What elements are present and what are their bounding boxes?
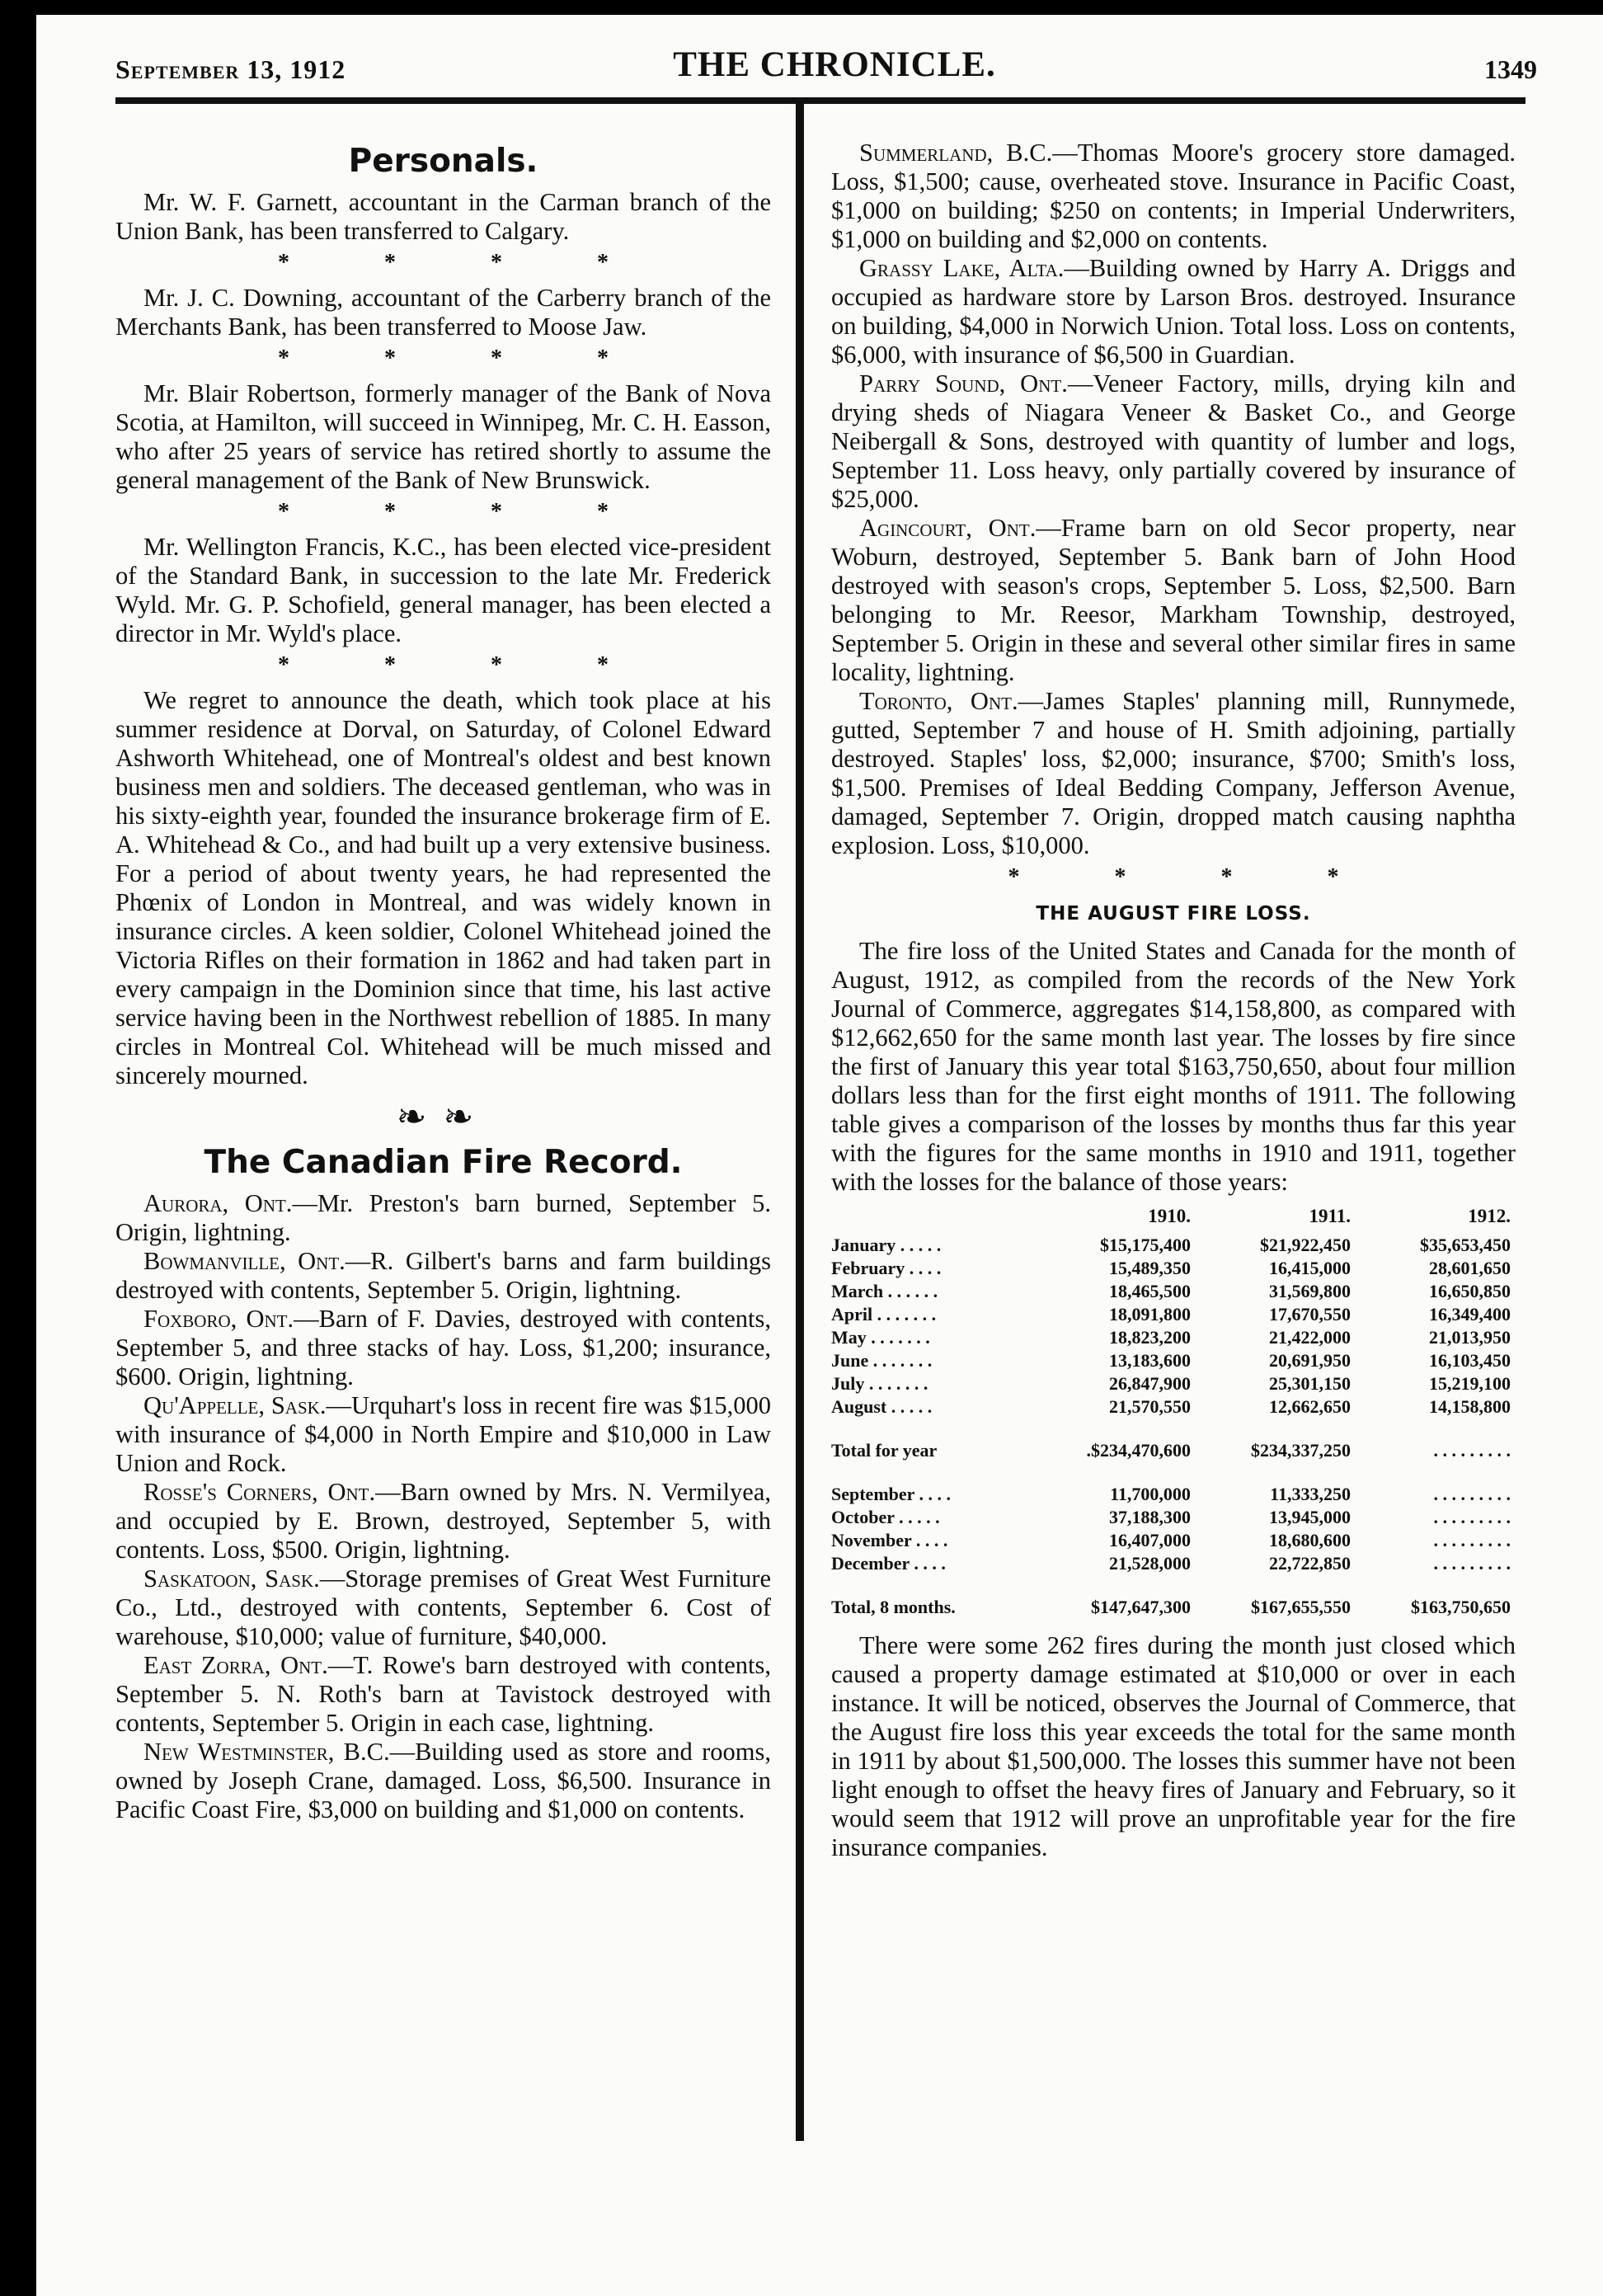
- fire-entry-text: —Building used as store and rooms, owned by Joseph Crane, damaged. Loss, $6,500. Insurance in Pacific Coast Fire, $3,000 on building and $1,000 on contents.: [115, 1738, 771, 1823]
- fire-entry-place: Saskatoon, Sask.: [143, 1564, 320, 1593]
- leaf-ornament-icon: ❧❧: [396, 1097, 491, 1137]
- table-spacer: [831, 1419, 1516, 1437]
- table-cell: $15,175,400: [1099, 1235, 1191, 1255]
- table-total-row: [831, 1593, 1516, 1621]
- august-loss-heading: THE AUGUST FIRE LOSS.: [1036, 903, 1311, 925]
- table-cell: 18,823,200: [1108, 1327, 1191, 1348]
- table-total-row: [831, 1437, 1516, 1465]
- fire-entry-place: Agincourt, Ont.: [859, 514, 1037, 542]
- fire-entry: [115, 1564, 771, 1651]
- fire-entry-place: Foxboro, Ont.: [143, 1305, 294, 1333]
- running-header: [115, 40, 1554, 89]
- fire-entry-place: Rosse's Corners, Ont.: [143, 1478, 376, 1506]
- section-stars: * * * *: [278, 346, 653, 371]
- row-month: March . . . . . .: [831, 1281, 938, 1301]
- fire-entry-place: Summerland, B.C.: [859, 139, 1053, 167]
- row-month: January . . . . .: [831, 1235, 942, 1255]
- table-cell: 16,349,400: [1429, 1304, 1511, 1324]
- table-cell: . . . . . . . . .: [1433, 1553, 1511, 1574]
- fire-entry-place: Grassy Lake, Alta.: [859, 254, 1065, 282]
- section-stars: * * * *: [278, 499, 653, 525]
- row-month: November . . . .: [831, 1530, 948, 1550]
- table-cell: 16,103,450: [1429, 1350, 1511, 1371]
- table-row: [831, 1552, 1516, 1575]
- left-column: [115, 139, 771, 1824]
- table-cell: 18,680,600: [1268, 1530, 1351, 1550]
- fire-entry: [831, 139, 1516, 254]
- total-label: Total, 8 months.: [831, 1597, 956, 1617]
- fire-entry: [115, 1478, 771, 1564]
- column-header: 1910.: [1148, 1206, 1191, 1226]
- fire-entry: [115, 1305, 771, 1391]
- personal-item: We regret to announce the death, which took place at his summer residence at Dorval, on Saturday, of Colonel Edward Ashworth Whitehead, one of Montreal's oldest and best known business men and soldiers. The deceased gentleman, who was in his sixty-eighth year, founded the insurance brokerage firm of E. A. Whitehead & Co., and had built up a very extensive business. For a period of about twenty years, he had represented the Phœnix of London in Montreal, and was widely known in insurance circles. A keen soldier, Colonel Whitehead joined the Victoria Rifles on their formation in 1862 and had taken part in every campaign in the Dominion since that time, his last active service having been in the Northwest rebellion of 1885. In many circles in Montreal Col. Whitehead will be much missed and sincerely mourned.: [115, 686, 771, 1089]
- table-cell: 22,722,850: [1268, 1553, 1351, 1574]
- table-cell: 15,219,100: [1429, 1373, 1511, 1394]
- table-cell: $147,647,300: [1090, 1597, 1191, 1617]
- fire-entry-text: —Frame barn on old Secor property, near Woburn, destroyed, September 5. Bank barn of John Hood destroyed with season's crops, September 5. Loss, $2,500. Barn belonging to Mr. Reesor, Markham Township, destroyed, September 5. Origin in these and several other similar fires in same locality, lightning.: [831, 514, 1516, 686]
- table-cell: . . . . . . . . .: [1433, 1507, 1511, 1527]
- table-cell: 13,945,000: [1268, 1507, 1351, 1527]
- publication-title: THE CHRONICLE.: [673, 45, 996, 84]
- table-cell: 16,407,000: [1108, 1530, 1191, 1550]
- fire-entry-text: —Thomas Moore's grocery store damaged. Loss, $1,500; cause, overheated stove. Insurance in Pacific Coast, $1,000 on building; $250 on contents; in Imperial Underwriters, $1,000 on building and $2,000 on contents.: [831, 139, 1516, 253]
- page-number: 1349: [1484, 54, 1537, 84]
- table-cell: 31,569,800: [1268, 1281, 1351, 1301]
- row-month: May . . . . . . .: [831, 1327, 930, 1348]
- fire-entry-place: Toronto, Ont.: [859, 687, 1018, 715]
- personal-item: Mr. W. F. Garnett, accountant in the Carman branch of the Union Bank, has been transferred to Calgary.: [115, 188, 771, 245]
- fire-entry-place: New Westminster, B.C.: [143, 1738, 390, 1766]
- table-row: [831, 1395, 1516, 1419]
- personal-item: Mr. J. C. Downing, accountant of the Carberry branch of the Merchants Bank, has been transferred to Moose Jaw.: [115, 284, 771, 341]
- personal-item: Mr. Blair Robertson, formerly manager of the Bank of Nova Scotia, at Hamilton, will succeed in Winnipeg, Mr. C. H. Easson, who after 25 years of service has retired shortly to assume the general management of the Bank of New Brunswick.: [115, 379, 771, 494]
- row-month: October . . . . .: [831, 1507, 940, 1527]
- table-row: [831, 1280, 1516, 1303]
- table-row: [831, 1326, 1516, 1349]
- table-header-blank: [831, 1202, 1029, 1234]
- total-label: Total for year: [831, 1440, 938, 1461]
- fire-loss-table: [831, 1202, 1516, 1621]
- fire-entry-text: —Building owned by Harry A. Driggs and occupied as hardware store by Larson Bros. destroyed. Insurance on building, $4,000 in Norwich Union. Total loss. Loss on contents, $6,000, with insurance of $6,500 in Guardian.: [831, 254, 1516, 369]
- fire-entry-place: Aurora, Ont.: [143, 1189, 293, 1217]
- table-cell: .$234,470,600: [1086, 1440, 1191, 1461]
- table-cell: . . . . . . . . .: [1433, 1440, 1511, 1461]
- table-cell: 21,570,550: [1108, 1396, 1191, 1417]
- fire-entry: [115, 1189, 771, 1247]
- table-cell: 21,013,950: [1429, 1327, 1511, 1348]
- newspaper-page: [36, 15, 1603, 2296]
- fire-entry-place: Parry Sound, Ont.: [859, 369, 1068, 398]
- row-month: July . . . . . . .: [831, 1373, 928, 1394]
- table-row: [831, 1257, 1516, 1280]
- issue-date: September 13, 1912: [115, 54, 346, 84]
- table-cell: 11,700,000: [1110, 1484, 1191, 1504]
- fire-record-heading: The Canadian Fire Record.: [204, 1144, 683, 1181]
- section-stars: * * * *: [278, 250, 653, 275]
- row-month: December . . . .: [831, 1553, 946, 1574]
- personals-heading: Personals.: [348, 143, 538, 180]
- column-header: 1911.: [1309, 1206, 1351, 1226]
- fire-entry-text: —Barn of F. Davies, destroyed with contents, September 5, and three stacks of hay. Loss, $1,200; insurance, $600. Origin, lightning.: [115, 1305, 771, 1390]
- fire-entry: [831, 514, 1516, 687]
- table-spacer: [831, 1465, 1516, 1483]
- right-column: [831, 139, 1516, 1862]
- fire-entry-text: —Veneer Factory, mills, drying kiln and drying sheds of Niagara Veneer & Basket Co., and George Neibergall & Sons, destroyed with quantity of lumber and logs, September 11. Loss heavy, only partially covered by insurance of $25,000.: [831, 369, 1516, 513]
- header-rule: [115, 97, 1525, 104]
- table-cell: 17,670,550: [1268, 1304, 1351, 1324]
- table-cell: 18,091,800: [1108, 1304, 1191, 1324]
- fire-entry-place: Qu'Appelle, Sask.: [143, 1391, 327, 1419]
- table-cell: 16,650,850: [1429, 1281, 1511, 1301]
- table-cell: 26,847,900: [1108, 1373, 1191, 1394]
- table-cell: 21,528,000: [1108, 1553, 1191, 1574]
- table-cell: $35,653,450: [1420, 1235, 1511, 1255]
- fire-entry-place: Bowmanville, Ont.: [143, 1247, 346, 1275]
- fire-entry-text: —Mr. Preston's barn burned, September 5. Origin, lightning.: [115, 1189, 771, 1246]
- table-cell: 21,422,000: [1268, 1327, 1351, 1348]
- table-cell: 37,188,300: [1108, 1507, 1191, 1527]
- fire-entry: [831, 687, 1516, 860]
- fire-entry: [115, 1651, 771, 1738]
- table-row: [831, 1234, 1516, 1257]
- section-stars: * * * *: [278, 652, 653, 678]
- column-header: 1912.: [1468, 1206, 1511, 1226]
- row-month: September . . . .: [831, 1484, 952, 1504]
- august-loss-intro: The fire loss of the United States and Canada for the month of August, 1912, as compiled from the records of the New York Journal of Commerce, aggregates $14,158,800, as compared with $12,662,650 for the same month last year. The losses by fire since the first of January this year total $163,750,650, about four million dollars less than for the first eight months of 1911. The following table gives a comparison of the losses by months thus far this year with the figures for the same months in 1910 and 1911, together with the losses for the balance of those years:: [831, 937, 1516, 1196]
- table-row: [831, 1483, 1516, 1506]
- table-cell: 15,489,350: [1108, 1258, 1191, 1278]
- table-cell: $21,922,450: [1259, 1235, 1351, 1255]
- column-divider: [796, 104, 804, 2141]
- fire-entry-text: —Storage premises of Great West Furniture Co., Ltd., destroyed with contents, September 6. Cost of warehouse, $10,000; value of furniture, $40,000.: [115, 1564, 771, 1650]
- table-row: [831, 1529, 1516, 1552]
- august-loss-outro: There were some 262 fires during the month just closed which caused a property damage estimated at $10,000 or over in each instance. It will be noticed, observes the Journal of Commerce, that the August fire loss this year exceeds the total for the same month in 1911 by about $1,500,000. The losses this summer have not been light enough to offset the heavy fires of January and February, so it would seem that 1912 will prove an unprofitable year for the fire insurance companies.: [831, 1631, 1516, 1861]
- table-header-row: [831, 1202, 1516, 1234]
- table-row: [831, 1303, 1516, 1326]
- row-month: June . . . . . . .: [831, 1350, 933, 1371]
- table-row: [831, 1372, 1516, 1395]
- table-cell: 16,415,000: [1268, 1258, 1351, 1278]
- fire-entry-text: —James Staples' planning mill, Runnymede, gutted, September 7 and house of H. Smith adjoining, partially destroyed. Staples' loss, $2,000; insurance, $700; Smith's loss, $1,500. Premises of Ideal Bedding Company, Jefferson Avenue, damaged, September 7. Origin, dropped match causing naphtha explosion. Loss, $10,000.: [831, 687, 1516, 859]
- table-cell: . . . . . . . . .: [1433, 1530, 1511, 1550]
- fire-entry: [115, 1247, 771, 1305]
- table-cell: 20,691,950: [1268, 1350, 1351, 1371]
- fire-entry: [115, 1391, 771, 1478]
- table-cell: 11,333,250: [1270, 1484, 1351, 1504]
- table-cell: $167,655,550: [1250, 1597, 1351, 1617]
- table-spacer: [831, 1575, 1516, 1593]
- table-row: [831, 1349, 1516, 1372]
- fire-entry-text: —R. Gilbert's barns and farm buildings destroyed with contents, September 5. Origin, lightning.: [115, 1247, 771, 1304]
- fire-entry-place: East Zorra, Ont.: [143, 1651, 328, 1679]
- fire-entry-text: —Barn owned by Mrs. N. Vermilyea, and occupied by E. Brown, destroyed, September 5, with contents. Loss, $500. Origin, lightning.: [115, 1478, 771, 1564]
- table-cell: $234,337,250: [1250, 1440, 1351, 1461]
- table-cell: 25,301,150: [1268, 1373, 1351, 1394]
- section-stars: * * * *: [1008, 864, 1384, 890]
- row-month: February . . . .: [831, 1258, 942, 1278]
- table-row: [831, 1506, 1516, 1529]
- fire-entry: [115, 1738, 771, 1824]
- fire-entry: [831, 254, 1516, 369]
- fire-entry-text: —T. Rowe's barn destroyed with contents, September 5. N. Roth's barn at Tavistock destroyed with contents, September 5. Origin in each case, lightning.: [115, 1651, 771, 1737]
- row-month: April . . . . . . .: [831, 1304, 937, 1324]
- personal-item: Mr. Wellington Francis, K.C., has been elected vice-president of the Standard Bank, in succession to the late Mr. Frederick Wyld. Mr. G. P. Schofield, general manager, has been elected a director in Mr. Wyld's place.: [115, 533, 771, 647]
- row-month: August . . . . .: [831, 1396, 933, 1417]
- table-cell: $163,750,650: [1411, 1597, 1511, 1617]
- table-cell: . . . . . . . . .: [1433, 1484, 1511, 1504]
- table-cell: 28,601,650: [1429, 1258, 1511, 1278]
- fire-entry: [831, 369, 1516, 514]
- table-cell: 18,465,500: [1108, 1281, 1191, 1301]
- fire-entry-text: —Urquhart's loss in recent fire was $15,000 with insurance of $4,000 in North Empire and $10,000 in Law Union and Rock.: [115, 1391, 772, 1477]
- table-cell: 14,158,800: [1429, 1396, 1511, 1417]
- table-cell: 13,183,600: [1108, 1350, 1191, 1371]
- table-cell: 12,662,650: [1268, 1396, 1351, 1417]
